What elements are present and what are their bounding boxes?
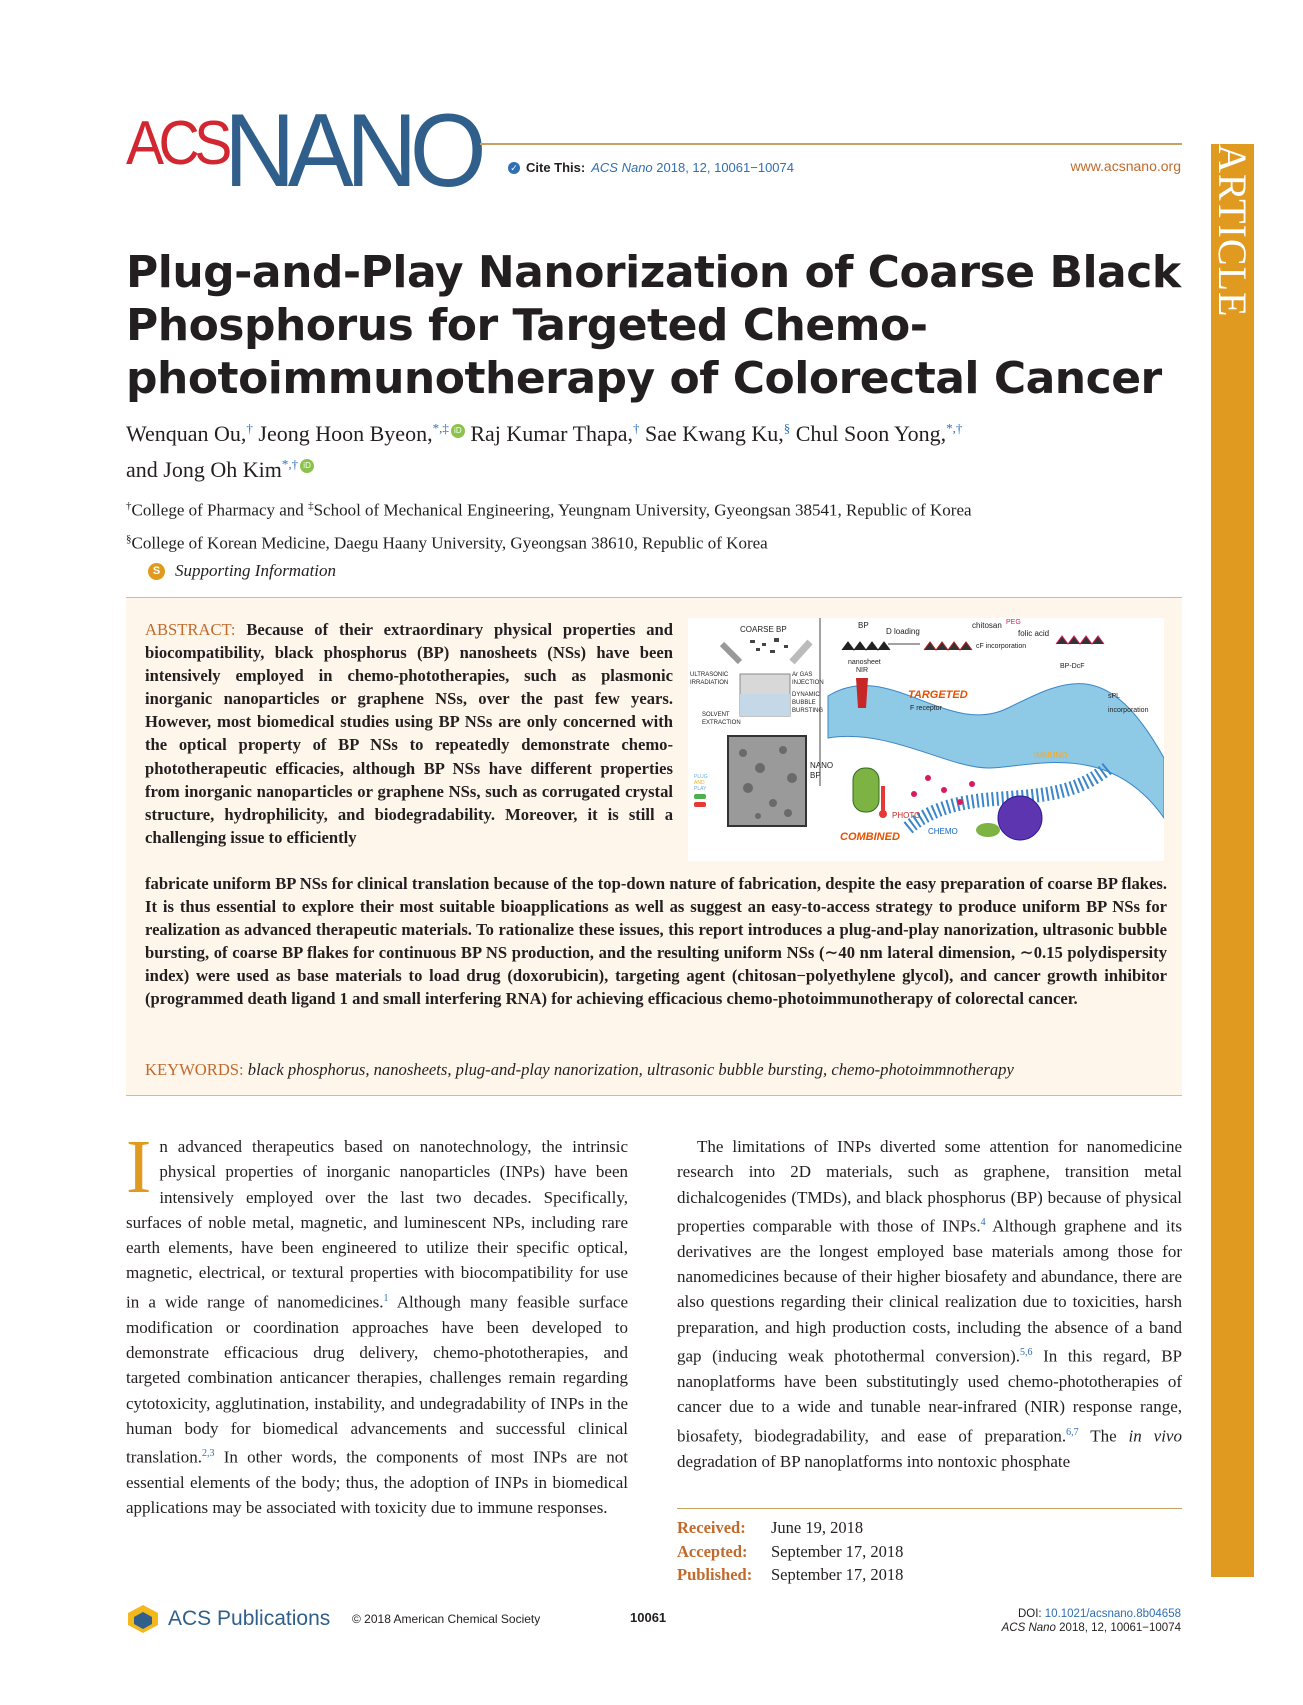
svg-text:TARGETED: TARGETED (908, 689, 968, 701)
copyright: © 2018 American Chemical Society (352, 1612, 541, 1626)
svg-text:PHOTO: PHOTO (892, 811, 921, 820)
svg-text:INJECTION: INJECTION (792, 680, 824, 686)
syringe-left (722, 644, 740, 662)
svg-text:PLUG: PLUG (694, 774, 708, 780)
orcid-icon[interactable]: iD (451, 424, 465, 438)
dates-rule (677, 1508, 1182, 1509)
date-received: Received: June 19, 2018 (677, 1518, 864, 1537)
keywords (145, 1060, 1175, 1080)
svg-text:BP-DcF: BP-DcF (1060, 663, 1085, 670)
acs-publications-logo[interactable] (126, 1604, 330, 1634)
svg-text:SOLVENT: SOLVENT (702, 712, 730, 718)
doi-block: DOI: 10.1021/acsnano.8b04658 ACS Nano 2018, 12, 10061−10074 (1001, 1608, 1181, 1634)
bp-dcf-sheet (1056, 636, 1104, 644)
body-column-right: The limitations of INPs diverted some attention for nanomedicine research into 2D materials, such as graphene, transition metal dichalcogenides (TMDs), and black phosphorus (BP) because of physical properties comparable with those of INPs.$^4$ Although graphene and its derivatives are the longest employed base materials among those for nanomedicines because of their higher biosafety and abundance, there are also questions regarding their clinical realization due to toxicities, harsh preparation, and high production costs, including the absence of a band gap (inducing weak photothermal conversion).$^{5,6}$ In this regard, BP nanoplatforms have been substitutingly used chemo-phototherapies of cancer due to a wide and tunable near-infrared (NIR) response range, biosafety, biodegradability, and ease of preparation.$^{6,7}$ The in vivo degradation of BP nanoplatforms into nontoxic phosphate (677, 1137, 1182, 1471)
cite-ref[interactable]: 2018, 12, 10061−10074 (652, 160, 794, 175)
cite-journal[interactable]: ACS Nano (591, 160, 653, 175)
author-4[interactable]: Sae Kwang Ku,§ (645, 421, 791, 447)
affiliations (126, 492, 1206, 557)
logo-nano: NANO (224, 93, 480, 209)
svg-text:BP: BP (858, 621, 869, 630)
cite-this[interactable] (508, 160, 794, 175)
svg-text:DYNAMIC: DYNAMIC (792, 692, 820, 698)
coarse-bp-flakes (750, 638, 788, 653)
reference-link[interactable]: 5,6 (1020, 1347, 1033, 1359)
logo-acs: ACS (126, 109, 227, 178)
author-list (126, 414, 1196, 485)
svg-text:Ar GAS: Ar GAS (792, 672, 813, 678)
website-link[interactable]: www.acsnano.org (1070, 158, 1181, 174)
svg-text:IRRADIATION: IRRADIATION (690, 680, 729, 686)
date-published: Published: September 17, 2018 (677, 1565, 904, 1584)
reference-link[interactable]: 6,7 (1066, 1426, 1079, 1438)
doi-link[interactable]: 10.1021/acsnano.8b04658 (1044, 1608, 1181, 1620)
svg-text:CHEMO: CHEMO (928, 827, 958, 836)
acs-hexagon-icon (126, 1604, 160, 1634)
drug-particles (911, 775, 975, 805)
stop-toggle (694, 802, 706, 807)
author-1[interactable]: Wenquan Ou,† (126, 421, 253, 447)
svg-text:incorporation: incorporation (1108, 707, 1149, 714)
svg-text:F receptor: F receptor (910, 705, 942, 712)
syringe-right (792, 642, 810, 662)
svg-text:BP: BP (810, 771, 821, 780)
play-toggle (694, 794, 706, 799)
mitochondria-left (853, 768, 879, 812)
paper-title: Plug-and-Play Nanorization of Coarse Black Phosphorus for Targeted Chemo-photoimmunotherapy of Colorectal Cancer (126, 247, 1181, 404)
abstract-label: ABSTRACT: (145, 620, 236, 639)
keywords-text: black phosphorus, nanosheets, plug-and-play nanorization, ultrasonic bubble bursting, chemo-photoimmnotherapy (247, 1060, 1014, 1079)
author-5[interactable]: Chul Soon Yong,*,† (795, 421, 963, 447)
svg-text:PLAY: PLAY (694, 786, 707, 792)
svg-text:PEG: PEG (1006, 619, 1021, 626)
affiliation-line-1: †College of Pharmacy and ‡School of Mechanical Engineering, Yeungnam University, Gyeongsan 38541, Republic of Korea (126, 500, 972, 520)
svg-text:NANO: NANO (810, 761, 834, 770)
svg-text:nanosheet: nanosheet (848, 659, 881, 666)
svg-text:folic acid: folic acid (1018, 629, 1050, 638)
author-2[interactable]: Jeong Hoon Byeon,*,‡ iD (258, 421, 464, 446)
header-rule (480, 143, 1182, 145)
svg-text:cF incorporation: cF incorporation (976, 643, 1027, 650)
bp-nanosheet (842, 642, 890, 650)
article-sidebar (1211, 144, 1254, 1577)
svg-text:COMBINED: COMBINED (840, 831, 900, 843)
journal-logo (126, 93, 506, 209)
author-6[interactable]: and Jong Oh Kim*,† iD (126, 457, 314, 482)
svg-text:AND: AND (694, 780, 705, 786)
nir-laser (856, 678, 868, 708)
date-accepted: Accepted: September 17, 2018 (677, 1541, 904, 1561)
supporting-info-label[interactable]: Supporting Information (175, 561, 337, 580)
svg-text:BURSTING: BURSTING (792, 708, 824, 714)
svg-text:chitosan: chitosan (972, 621, 1002, 630)
body-column-left: In advanced therapeutics based on nanotechnology, the intrinsic physical properties of inorganic nanoparticles (INPs) have been intensively employed over the last two decades. Specifically, surfaces of noble metal, magnetic, and luminescent NPs, including rare earth elements, have been engineered to utilize their specific optical, magnetic, electrical, or textural properties with biocompatibility for use in a wide range of nanomedicines.$^1$ Although many feasible surface modification or coordination approaches have been developed to demonstrate efficacious drug delivery, chemo-phototherapies, and targeted combination anticancer therapies, challenges remain regarding cytotoxicity, agglutination, instability, and undegradability of INPs in the human body for biomedical advancements and successful clinical translation.$^{2,3}$ In other words, the components of most INPs are not essential elements of the body; thus, the adoption of INPs in biomedical applications may be associated with toxicity due to immune responses. (126, 1125, 628, 1518)
solvent-layer (740, 694, 790, 716)
svg-text:ULTRASONIC: ULTRASONIC (690, 672, 729, 678)
reference-link[interactable]: 2,3 (202, 1448, 215, 1460)
bp-d-sheet (924, 642, 972, 650)
label-coarse-bp: COARSE BP (740, 625, 787, 634)
page-number: 10061 (630, 1610, 667, 1625)
mitochondria-right (976, 823, 1000, 837)
orcid-icon[interactable]: iD (300, 459, 314, 473)
nucleus (998, 796, 1042, 840)
svg-text:NIR: NIR (856, 667, 869, 674)
thermometer (881, 786, 885, 812)
svg-text:IMMUNO: IMMUNO (1034, 751, 1068, 760)
svg-text:D loading: D loading (886, 627, 920, 636)
author-3[interactable]: Raj Kumar Thapa,† (470, 421, 640, 447)
supporting-info-icon: S (148, 563, 165, 580)
reference-link[interactable]: 4 (980, 1216, 986, 1228)
cite-label: Cite This: (526, 160, 586, 175)
publication-dates (677, 1516, 903, 1587)
publisher-name[interactable]: ACS Publications (168, 1607, 331, 1630)
supporting-information-link[interactable] (148, 561, 336, 581)
affiliation-line-2: §College of Korean Medicine, Daegu Haany University, Gyeongsan 38610, Republic of Korea (126, 532, 768, 553)
keywords-label: KEYWORDS: (145, 1060, 244, 1079)
article-tag: ARTICLE (1210, 144, 1255, 318)
svg-text:EXTRACTION: EXTRACTION (702, 720, 741, 726)
dropcap: I (126, 1125, 152, 1209)
abstract-part-2: fabricate uniform BP NSs for clinical translation because of the top-down nature of fabrication, despite the easy preparation of coarse BP flakes. It is thus essential to explore their most suitable bioapplications as well as suggest an easy-to-access strategy to produce uniform BP NSs for realization as advanced therapeutic materials. To rationalize these issues, this report introduces a plug-and-play nanorization, ultrasonic bubble bursting, of coarse BP flakes for continuous BP NS production, and the resulting uniform NSs (∼40 nm lateral dimension, ∼0.15 polydispersity index) were used as base materials to load drug (doxorubicin), targeting agent (chitosan−polyethylene glycol), and cancer growth inhibitor (programmed death ligand 1 and small interfering RNA) for achieving efficacious chemo-photoimmunotherapy of colorectal cancer. (145, 874, 1167, 1009)
svg-text:sPL: sPL (1108, 693, 1121, 700)
abstract-part-1: ABSTRACT: Because of their extraordinary physical properties and biocompatibility, black phosphorus (BP) nanosheets (NSs) have been intensively employed in chemo-phototherapies, such as plasmonic inorganic nanoparticles or graphene NSs, over the past few years. However, most biomedical studies using BP NSs are only concerned with the optical property of BP NSs to repeatedly demonstrate chemo-phototherapeutic efficacies, although BP NSs have different properties from inorganic nanoparticles or graphene NSs, such as corrugated crystal structure, hydrophilicity, and biodegradability. Moreover, it is still a challenging issue to efficiently (145, 620, 673, 847)
svg-text:BUBBLE: BUBBLE (792, 700, 816, 706)
toc-graphic (688, 618, 1164, 861)
reference-link[interactable]: 1 (383, 1292, 389, 1304)
check-icon: ✓ (508, 162, 520, 174)
